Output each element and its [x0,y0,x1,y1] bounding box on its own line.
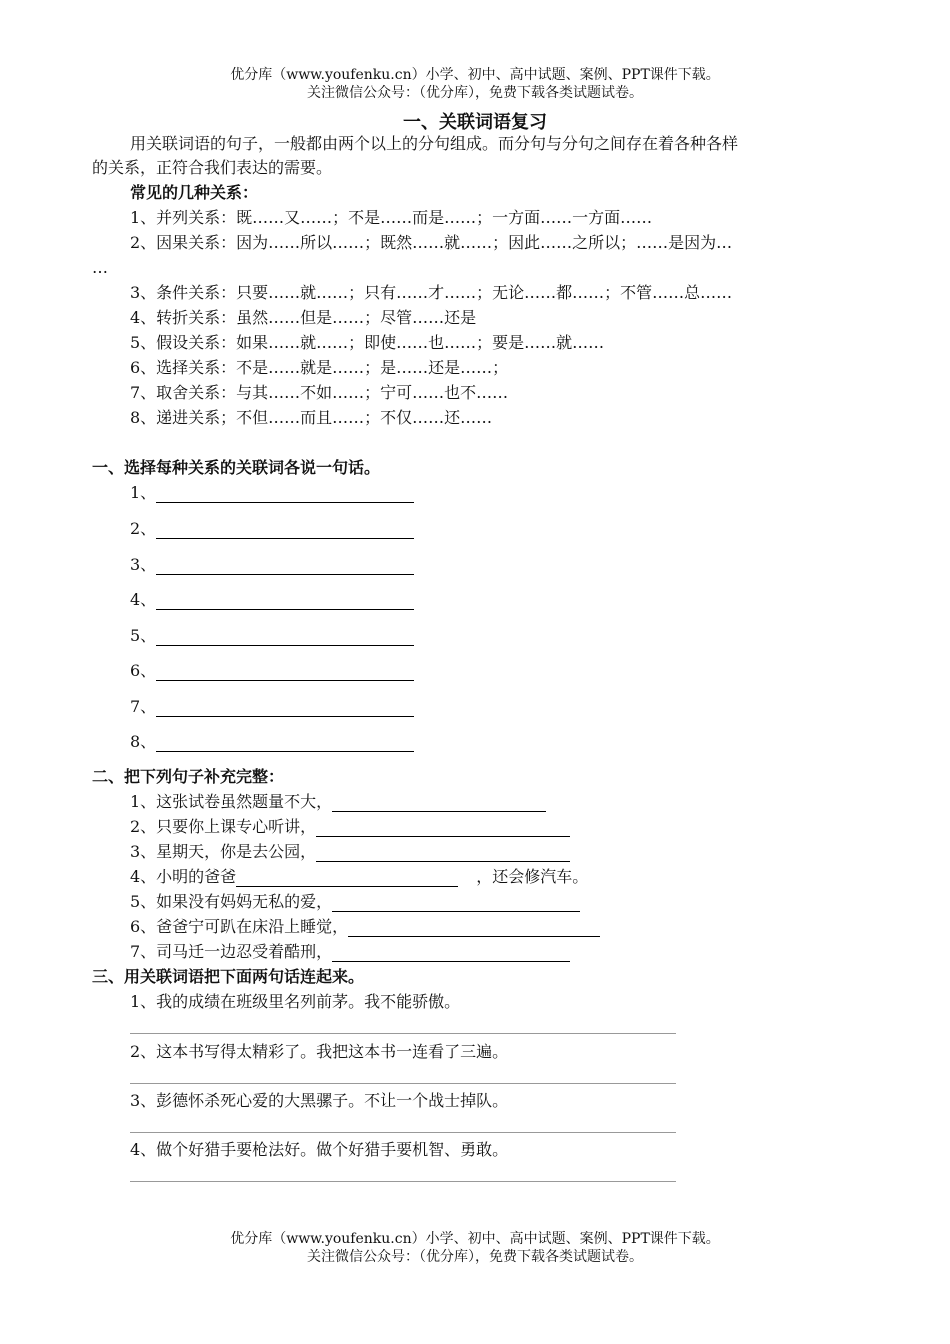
relation-item: 5、假设关系：如果……就……；即使……也……；要是……就…… [130,333,605,352]
completion-row-6 [130,917,600,937]
relation-item: 7、取舍关系：与其……不如……；宁可……也不…… [130,383,509,402]
answer-blank[interactable] [156,700,414,717]
relation-item: 6、选择关系：不是……就是……；是……还是……； [130,358,509,377]
header-line-2: 关注微信公众号：（优分库），免费下载各类试题试卷。 [307,85,643,101]
completion-row-2 [130,817,570,837]
relations-heading: 常见的几种关系： [130,183,259,202]
answer-line[interactable] [130,1132,676,1133]
sentence-start: 3、星期天，你是去公园， [130,842,317,861]
section3-heading: 三、用关联词语把下面两句话连起来。 [92,967,365,986]
answer-row-7 [130,697,414,717]
answer-line[interactable] [130,1181,676,1182]
answer-row-1 [130,483,414,503]
relation-item: 2、因果关系：因为……所以……；既然……就……；因此……之所以；……是因为… [130,233,733,252]
combine-item: 2、这本书写得太精彩了。我把这本书一连看了三遍。 [130,1042,509,1061]
intro-line-1: 用关联词语的句子，一般都由两个以上的分句组成。而分句与分句之间存在着各种各样 [130,134,739,153]
answer-blank[interactable] [236,870,458,887]
relation-item-wrap: … [92,258,108,277]
completion-row-4 [130,867,588,887]
answer-row-3 [130,555,414,575]
answer-blank[interactable] [332,795,546,812]
item-number: 4、 [130,590,157,609]
answer-blank[interactable] [156,558,414,575]
header-line-1: 优分库（www.youfenku.cn）小学、初中、高中试题、案例、PPT课件下载。 [230,67,720,83]
item-number: 8、 [130,732,157,751]
answer-row-5 [130,626,414,646]
footer-line-1: 优分库（www.youfenku.cn）小学、初中、高中试题、案例、PPT课件下载。 [230,1231,720,1247]
answer-blank[interactable] [332,895,580,912]
sentence-start: 4、小明的爸爸 [130,867,237,886]
answer-row-6 [130,661,414,681]
relation-item: 1、并列关系：既……又……；不是……而是……；一方面……一方面…… [130,208,653,227]
item-number: 1、 [130,483,157,502]
answer-blank[interactable] [156,735,414,752]
sentence-start: 5、如果没有妈妈无私的爱， [130,892,333,911]
answer-line[interactable] [130,1033,676,1034]
answer-blank[interactable] [316,820,570,837]
item-number: 7、 [130,697,157,716]
intro-line-2: 的关系，正符合我们表达的需要。 [92,158,333,177]
answer-blank[interactable] [348,920,600,937]
sentence-start: 1、这张试卷虽然题量不大， [130,792,333,811]
answer-blank[interactable] [156,664,414,681]
answer-blank[interactable] [156,593,414,610]
answer-blank[interactable] [156,486,414,503]
section1-heading: 一、选择每种关系的关联词各说一句话。 [92,458,381,477]
item-number: 2、 [130,519,157,538]
footer-line-2: 关注微信公众号：（优分库），免费下载各类试题试卷。 [307,1249,643,1265]
completion-row-5 [130,892,580,912]
answer-blank[interactable] [156,629,414,646]
sentence-start: 6、爸爸宁可趴在床沿上睡觉， [130,917,349,936]
relation-item: 4、转折关系：虽然……但是……；尽管……还是 [130,308,477,327]
relation-item: 8、递进关系；不但……而且……；不仅……还…… [130,408,493,427]
sentence-end: ，还会修汽车。 [476,867,589,886]
section2-heading: 二、把下列句子补充完整： [92,767,285,786]
answer-blank[interactable] [156,522,414,539]
page-title: 一、关联词语复习 [403,112,547,133]
answer-row-8 [130,732,414,752]
sentence-start: 2、只要你上课专心听讲， [130,817,317,836]
answer-blank[interactable] [332,945,570,962]
answer-row-4 [130,590,414,610]
sentence-start: 7、司马迁一边忍受着酷刑， [130,942,333,961]
answer-blank[interactable] [316,845,570,862]
answer-line[interactable] [130,1083,676,1084]
completion-row-7 [130,942,570,962]
relation-item: 3、条件关系：只要……就……；只有……才……；无论……都……；不管……总…… [130,283,733,302]
combine-item: 3、彭德怀杀死心爱的大黑骡子。不让一个战士掉队。 [130,1091,509,1110]
item-number: 6、 [130,661,157,680]
completion-row-1 [130,792,546,812]
answer-row-2 [130,519,414,539]
completion-row-3 [130,842,570,862]
combine-item: 1、我的成绩在班级里名列前茅。我不能骄傲。 [130,992,461,1011]
combine-item: 4、做个好猎手要枪法好。做个好猎手要机智、勇敢。 [130,1140,509,1159]
item-number: 5、 [130,626,157,645]
item-number: 3、 [130,555,157,574]
